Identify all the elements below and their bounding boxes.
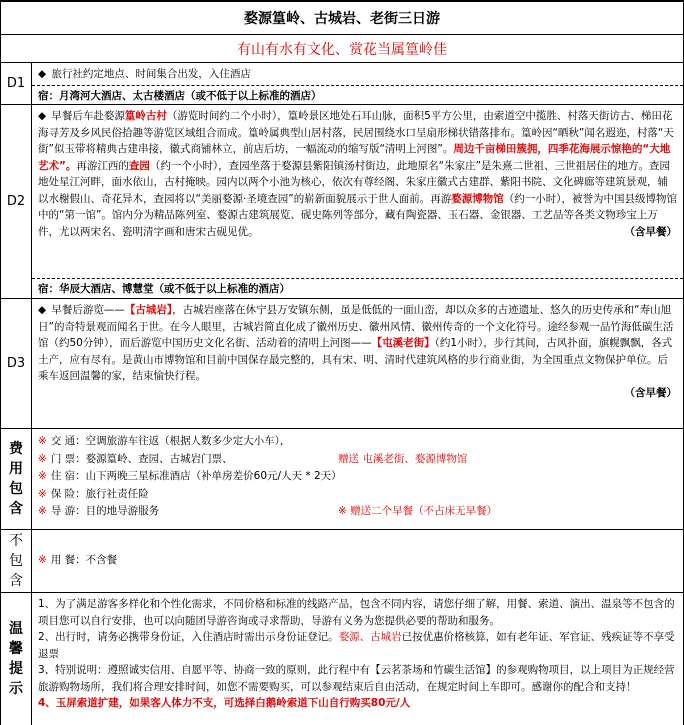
day2-section xyxy=(0,104,684,298)
excluded-meals xyxy=(32,552,683,570)
day3-meal: （含早餐） xyxy=(624,386,677,399)
note-4: 4、玉屏索道扩建，如果客人体力不支，可选择白鹅岭索道下山自行购买80元/人 xyxy=(38,697,411,709)
fee-accommodation-text: 住 宿：山下两晚三星标准酒店（补单房差价60元/人天 * 2天） xyxy=(50,470,342,482)
fee-guide-text: 导 游：目的地导游服务 xyxy=(50,505,160,517)
note-2-text-a: 2、出行时，请务必携带身份证，入住酒店时需出示身份证登记。 xyxy=(38,631,339,643)
fees-label xyxy=(1,429,32,529)
highlight-zhayuan: 查园 xyxy=(128,159,150,172)
notes-label-char: 提 xyxy=(9,661,23,677)
fee-transport xyxy=(32,433,683,451)
excluded-label-char: 含 xyxy=(9,573,23,589)
reference-mark-icon: ※ xyxy=(38,470,47,482)
fee-tickets-text: 门 票：婺源篁岭、查园、古城岩门票、 xyxy=(50,452,233,465)
day3-text-2: ，古城岩座落在休宁县万安镇东侧，虽是低低的一面山峦，却以众多的古迹遗址、悠久的历史传承和“寿山旭日”的奇特景观而闻名于世。在今人眼里，古城岩简直化成了徽州历史、徽州风情、徽州传奇的一个文化符号。途经参观一品竹海低碳生活馆（约50分钟），而后游览中国历史文化名街、活动着的清明上河图—— xyxy=(38,304,674,349)
reference-mark-icon: ※ xyxy=(38,554,47,567)
day1-section xyxy=(0,62,684,104)
fee-tickets-gift: 赠送 屯溪老街、婺源博物馆 xyxy=(338,452,468,465)
reference-mark-icon: ※ xyxy=(38,505,47,517)
fees-label-char: 费 xyxy=(9,441,23,457)
reference-mark-icon: ※ xyxy=(38,487,47,500)
notes-label-char: 示 xyxy=(9,681,23,697)
highlight-guchengyan: 【古城岩】 xyxy=(124,304,173,316)
reference-mark-icon: ※ xyxy=(38,452,47,465)
excluded-section xyxy=(0,529,684,592)
note-2-highlight: 婺源、古城岩 xyxy=(338,631,402,643)
highlight-tunxi-street: 【屯溪老街】 xyxy=(371,337,435,349)
excluded-meals-text: 用 餐：不含餐 xyxy=(50,554,118,567)
day3-label: D3 xyxy=(1,299,32,428)
day1-text: 旅行社约定地点、时间集合出发，入住酒店 xyxy=(51,68,251,80)
day2-text-5: （约一小时），被誉为中国县级博物馆中的“第一馆”。馆内分为精品陈列室、婺源古建筑展览、砚史陈列等部分，藏有陶瓷器、玉石器、金银器、工艺品等各类文物珍宝上万件，尤以两宋名、瓷明清字画和唐宋古砚见优。 xyxy=(38,192,677,238)
note-1: 1、为了满足游客多样化和个性化需求，不同价格和标准的线路产品，包含不同内容，请您仔细了解，用餐、索道、演出、温泉等不包含的项目您可以自行安排，也可以向随团导游咨询或寻求帮助，导游有义务为您提供必要的帮助和服务。 xyxy=(38,598,675,627)
day2-stay: 宿：华辰大酒店、博慧堂（或不低于以上标准的酒店） xyxy=(32,278,683,298)
day1-activity xyxy=(32,63,683,85)
excluded-label xyxy=(1,530,32,592)
diamond-bullet-icon: ◆ xyxy=(38,110,47,122)
fee-guide xyxy=(32,503,683,521)
fees-label-char: 包 xyxy=(9,481,23,497)
fees-label-char: 用 xyxy=(9,461,23,477)
fee-insurance-text: 保 险：旅行社责任险 xyxy=(50,487,149,500)
day1-stay: 宿：月湾河大酒店、太古楼酒店（或不低于以上标准的酒店） xyxy=(32,85,683,105)
fees-label-char: 含 xyxy=(9,501,23,517)
fee-insurance xyxy=(32,486,683,504)
day2-activity xyxy=(32,105,683,278)
excluded-label-char: 不 xyxy=(9,533,23,549)
fee-tickets xyxy=(32,451,683,469)
day2-text-3: 再游江西的 xyxy=(76,159,129,172)
day2-label: D2 xyxy=(1,105,32,298)
note-2 xyxy=(32,629,683,662)
reference-mark-icon: ※ xyxy=(38,435,47,447)
fee-transport-text: 交 通：空调旅游车往返（根据人数多少定大小车）， xyxy=(50,435,291,447)
diamond-bullet-icon: ◆ xyxy=(38,68,47,80)
notes-label-char: 温 xyxy=(9,621,23,637)
day3-activity xyxy=(32,299,683,428)
note-2-text-b: 已按优惠价格核算，如有老年证、军官证、残疾证等不享受退票 xyxy=(38,631,675,660)
page-subtitle: 有山有水有文化、赏花当属篁岭佳 xyxy=(0,34,684,62)
notes-label xyxy=(1,593,32,725)
notes-label-char: 馨 xyxy=(9,641,23,657)
notes-section xyxy=(0,592,684,725)
note-3: 3、特别说明：遵照诚实信用、自愿平等、协商一致的原则，此行程中有【云茗茶场和竹碳生活馆】的参观购物项目，以上项目为正规经营旅游购物场所，我们将合理安排时间，如您不需要购买，可以参观结束后自由活动，在规定时间上车即可。感谢你的配合和支持！ xyxy=(38,664,675,693)
day2-text-4: （约一个小时），查园坐落于婺源县紫阳镇汤村街边，此地原名“朱家庄”是朱熹二世祖、三世祖居住的地方。查园地处星江河畔，面水依山，古村掩映。园内以两个小池为核心，依次有尊经阁、朱家庄徽式古建群、紫阳书院、文化碑廊等建筑景观，辅以水榭假山、奇花异木，查园将以“美丽婺源·圣境查园”的崭新面貌展示于世人面前。再游 xyxy=(38,159,671,205)
day3-text-3: （约1小时），步行其间，古风扑面，旗幌飘飘，各式土产，应有尽有。是黄山市博物馆和目前中国保存最完整的，具有宋、明、清时代建筑风格的步行商业街，为全国重点文物保护单位。后乘车返回温馨的家，结束愉快行程。 xyxy=(38,337,673,382)
diamond-bullet-icon: ◆ xyxy=(38,304,47,316)
fee-accommodation xyxy=(32,468,683,486)
day2-meal: （含早餐） xyxy=(624,225,677,238)
day2-text-2: （游览时间约二个小时），篁岭景区地处石耳山脉，面积5平方公里，由索道空中揽胜、村落天街访古、梯田花海寻芳及乡风民俗拾趣等游览区域组合而成。篁岭属典型山居村落，民居围绕水口呈扇形梯状错落排布。篁岭因“晒秋”闻名遐迩，村落“天街”似玉带将精典古建串接，徽式商铺林立，前店后坊，一幅流动的缩写版“清明上河图”。 xyxy=(38,110,674,155)
fee-guide-gift: ※ 赠送二个早餐（不占床无早餐） xyxy=(338,505,498,517)
page-title: 婺源篁岭、古城岩、老街三日游 xyxy=(0,0,684,34)
excluded-label-char: 包 xyxy=(9,553,23,569)
highlight-huangling: 篁岭古村 xyxy=(124,110,167,122)
highlight-flower-sea: 周边千亩梯田簇拥，四季花海展示惊艳的“大地艺术”。 xyxy=(38,143,671,172)
day3-section xyxy=(0,298,684,428)
day1-label: D1 xyxy=(1,63,32,104)
highlight-museum: 婺源博物馆 xyxy=(451,192,504,205)
fees-section xyxy=(0,428,684,529)
day2-text-1: 早餐后车赴婺源 xyxy=(51,110,125,122)
day3-text-1: 早餐后游览—— xyxy=(51,304,125,316)
day3-meal-wrap xyxy=(38,385,677,402)
